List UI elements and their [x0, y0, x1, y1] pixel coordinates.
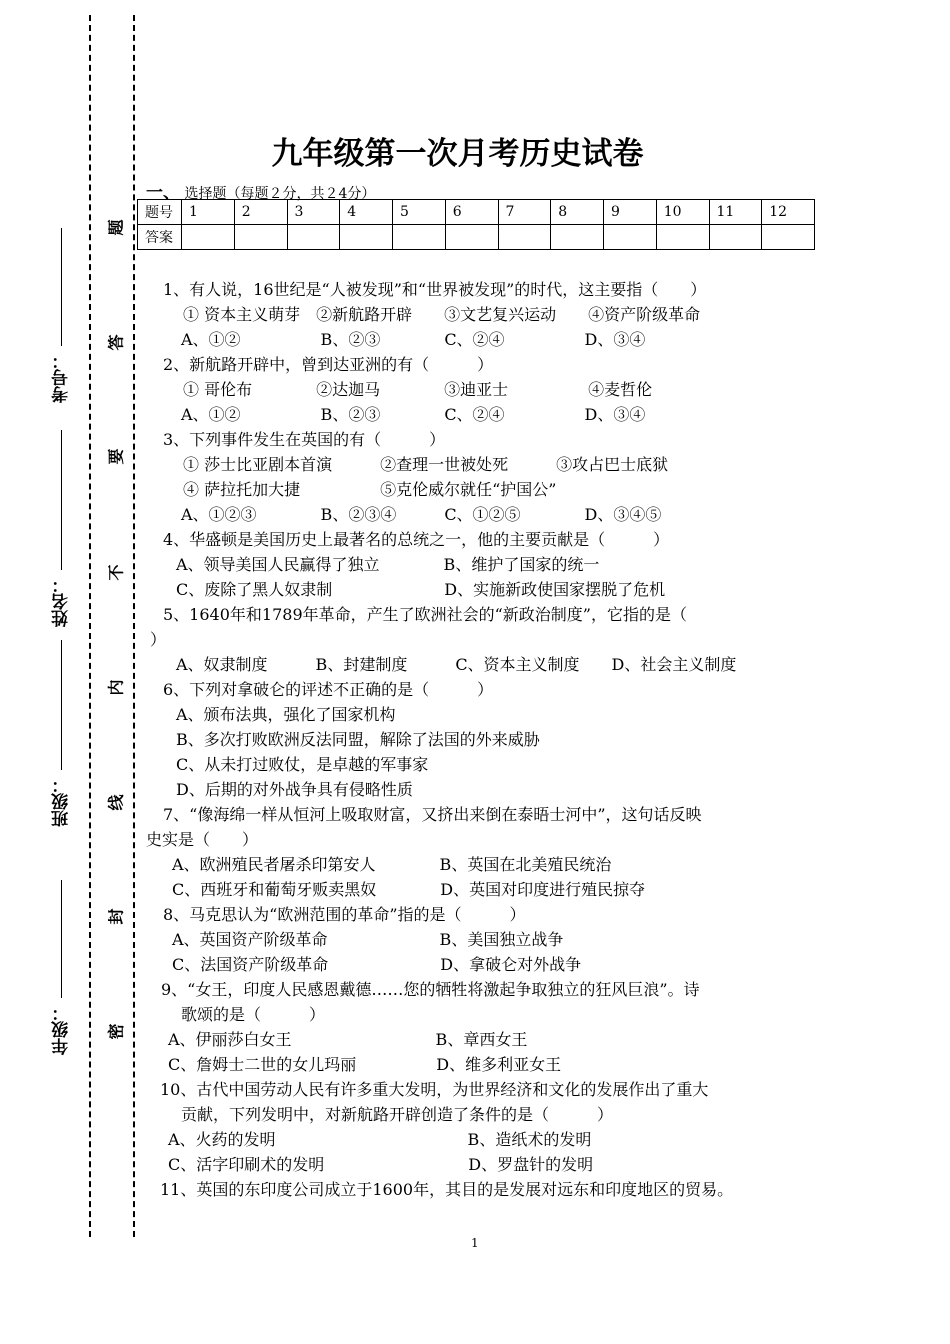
- question-7-cont: 史实是（ ）: [146, 830, 259, 849]
- question-6-option: D、后期的对外战争具有侵略性质: [176, 780, 413, 799]
- answer-cell[interactable]: [709, 225, 762, 250]
- answer-cell[interactable]: [393, 225, 446, 250]
- question-number-cell: 12: [762, 200, 815, 225]
- exam-number-label: 考号：: [51, 352, 72, 403]
- question-4-options: A、领导美国人民赢得了独立 B、维护了国家的统一: [176, 555, 600, 574]
- answer-cell[interactable]: [604, 225, 657, 250]
- name-field: [41, 430, 81, 627]
- question-1: 1、有人说，16世纪是“人被发现”和“世界被发现”的时代，这主要指（ ）: [163, 280, 707, 299]
- question-6-option: B、多次打败欧洲反法同盟，解除了法国的外来威胁: [176, 730, 540, 749]
- question-2: 2、新航路开辟中，曾到达亚洲的有（ ）: [163, 355, 494, 374]
- question-number-cell: 5: [393, 200, 446, 225]
- question-4: 4、华盛顿是美国历史上最著名的总统之一，他的主要贡献是（ ）: [163, 530, 670, 549]
- question-10-options: A、火药的发明 B、造纸术的发明: [168, 1130, 592, 1149]
- table-header-cell: 题号: [138, 200, 182, 225]
- class-field: [41, 640, 81, 827]
- answer-table: [137, 199, 815, 250]
- seal-char: 要: [106, 448, 126, 465]
- question-8: 8、马克思认为“欧洲范围的革命”指的是（ ）: [163, 905, 526, 924]
- seal-char: 题: [106, 219, 126, 236]
- question-3: 3、下列事件发生在英国的有（ ）: [163, 430, 446, 449]
- question-number-cell: 6: [445, 200, 498, 225]
- answer-cell[interactable]: [340, 225, 393, 250]
- question-3-items: ① 莎士比亚剧本首演 ②查理一世被处死 ③攻占巴士底狱: [183, 455, 669, 474]
- question-9-options: C、詹姆士二世的女儿玛丽 D、维多利亚女王: [168, 1055, 562, 1074]
- name-label: 姓名：: [51, 576, 72, 627]
- question-number-cell: 4: [340, 200, 393, 225]
- seal-char: 密: [106, 1023, 126, 1040]
- question-9-cont: 歌颂的是（ ）: [181, 1005, 326, 1024]
- question-9: 9、“女王，印度人民感恩戴德……您的牺牲将激起争取独立的狂风巨浪”。诗: [161, 980, 700, 999]
- question-7: 7、“像海绵一样从恒河上吸取财富，又挤出来倒在泰晤士河中”，这句话反映: [163, 805, 702, 824]
- seal-char: 线: [106, 794, 126, 811]
- question-6-option: C、从未打过败仗，是卓越的军事家: [176, 755, 429, 774]
- grade-field: [41, 880, 81, 1055]
- answer-cell[interactable]: [762, 225, 815, 250]
- seal-char: 内: [106, 679, 126, 696]
- grade-label: 年级：: [51, 1004, 72, 1055]
- section-number: 一、: [146, 183, 180, 203]
- question-9-options: A、伊丽莎白女王 B、章西女王: [168, 1030, 528, 1049]
- question-number-cell: 9: [604, 200, 657, 225]
- question-number-cell: 2: [234, 200, 287, 225]
- question-1-options: A、①② B、②③ C、②④ D、③④: [181, 330, 646, 349]
- answer-cell[interactable]: [182, 225, 235, 250]
- answer-cell[interactable]: [234, 225, 287, 250]
- binding-line-outer: [89, 15, 91, 1237]
- answer-cell[interactable]: [287, 225, 340, 250]
- section-text: 选择题（每题２分，共２4分）: [184, 186, 376, 202]
- question-7-options: C、西班牙和葡萄牙贩卖黑奴 D、英国对印度进行殖民掠夺: [172, 880, 646, 899]
- question-10-options: C、活字印刷术的发明 D、罗盘针的发明: [168, 1155, 594, 1174]
- question-2-options: A、①② B、②③ C、②④ D、③④: [181, 405, 646, 424]
- table-row: [138, 225, 815, 250]
- class-label: 班级：: [51, 776, 72, 827]
- question-5-options: A、奴隶制度 B、封建制度 C、资本主义制度 D、社会主义制度: [176, 655, 737, 674]
- question-number-cell: 1: [182, 200, 235, 225]
- question-10-cont: 贡献，下列发明中，对新航路开辟创造了条件的是（ ）: [181, 1105, 614, 1124]
- question-11: 11、英国的东印度公司成立于1600年，其目的是发展对远东和印度地区的贸易。: [160, 1180, 734, 1199]
- answer-cell[interactable]: [551, 225, 604, 250]
- binding-line-inner: [133, 15, 135, 1237]
- seal-char: 不: [106, 564, 126, 581]
- table-header-cell: 答案: [138, 225, 182, 250]
- question-6: 6、下列对拿破仑的评述不正确的是（ ）: [163, 680, 494, 699]
- question-1-items: ① 资本主义萌芽 ②新航路开辟 ③文艺复兴运动 ④资产阶级革命: [183, 305, 701, 324]
- exam-number-field: [41, 228, 81, 403]
- question-8-options: C、法国资产阶级革命 D、拿破仑对外战争: [172, 955, 582, 974]
- table-row: [138, 200, 815, 225]
- question-7-options: A、欧洲殖民者屠杀印第安人 B、英国在北美殖民统治: [172, 855, 612, 874]
- answer-cell[interactable]: [445, 225, 498, 250]
- question-5: 5、1640年和1789年革命，产生了欧洲社会的“新政治制度”，它指的是（: [163, 605, 687, 624]
- question-3-options: A、①②③ B、②③④ C、①②⑤ D、③④⑤: [181, 505, 662, 524]
- page-number: 1: [471, 1236, 479, 1250]
- question-4-options: C、废除了黑人奴隶制 D、实施新政使国家摆脱了危机: [176, 580, 666, 599]
- question-number-cell: 8: [551, 200, 604, 225]
- seal-char: 封: [106, 908, 126, 925]
- question-number-cell: 11: [709, 200, 762, 225]
- question-2-items: ① 哥伦布 ②达迦马 ③迪亚士 ④麦哲伦: [183, 380, 653, 399]
- seal-char: 答: [106, 334, 126, 351]
- answer-cell[interactable]: [656, 225, 709, 250]
- question-10: 10、古代中国劳动人民有许多重大发明，为世界经济和文化的发展作出了重大: [160, 1080, 709, 1099]
- answer-cell[interactable]: [498, 225, 551, 250]
- question-5-cont: ）: [150, 630, 167, 649]
- question-8-options: A、英国资产阶级革命 B、美国独立战争: [172, 930, 564, 949]
- question-6-option: A、颁布法典，强化了国家机构: [176, 705, 396, 724]
- question-number-cell: 7: [498, 200, 551, 225]
- question-number-cell: 10: [656, 200, 709, 225]
- question-number-cell: 3: [287, 200, 340, 225]
- question-3-items: ④ 萨拉托加大捷 ⑤克伦威尔就任“护国公”: [183, 480, 557, 499]
- exam-title: 九年级第一次月考历史试卷: [271, 136, 644, 172]
